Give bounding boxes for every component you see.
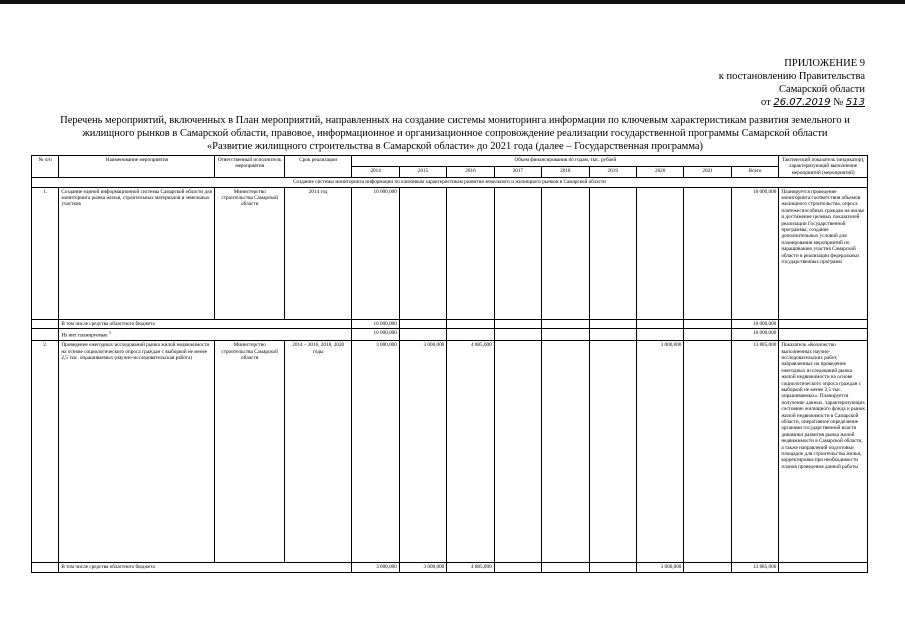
year-header: 2019 xyxy=(589,167,636,178)
budget-label: В том числе средства областного бюджета xyxy=(59,319,352,328)
budget-row xyxy=(32,563,868,572)
budget-label: В том числе средства областного бюджета xyxy=(59,563,352,572)
col-num-header: № п/п xyxy=(32,156,59,178)
total-header: Всего xyxy=(731,167,779,178)
row-number: 1. xyxy=(32,187,59,319)
planned-row xyxy=(32,329,868,341)
row-number: 2. xyxy=(32,341,59,563)
value-2016: 4 885,000 xyxy=(447,341,494,563)
value-total: 10 000,000 xyxy=(731,187,779,319)
appendix-header xyxy=(719,57,865,109)
col-funding-header: Объем финансирования по годам, тыс. рублей xyxy=(352,156,779,167)
appendix-line2: к постановлению Правительства xyxy=(718,71,865,82)
handwritten-date: 26.07.2019 xyxy=(773,97,831,108)
section-title: Создание системы мониторинга информации по ключевым характеристикам развития земельного и жилищного рынков в Самарской области xyxy=(32,178,868,187)
term: 2014 – 2016, 2018, 2020 годы xyxy=(284,341,351,563)
value-2021 xyxy=(684,341,731,563)
col-name-header: Наименование мероприятия xyxy=(59,156,215,178)
value-2017 xyxy=(494,187,541,319)
table-row xyxy=(32,341,868,563)
activity-name: Создание единой информационной системы Самарской области для мониторинга рынка жилья, строительных материалов и земельных участков xyxy=(59,187,215,319)
appendix-date-line xyxy=(719,96,865,109)
value-2020: 3 000,000 xyxy=(636,563,683,572)
title-line3: «Развитие жилищного строительства в Самарской области» до 2021 года (далее – Государственная программа) xyxy=(206,141,704,152)
year-header: 2021 xyxy=(684,167,731,178)
executor: Министерство строительства Самарской области xyxy=(215,187,285,319)
value-total: 10 000,000 xyxy=(731,319,779,328)
handwritten-number: 513 xyxy=(845,97,865,108)
value-2014: 10 000,000 xyxy=(352,187,399,319)
appendix-line1: ПРИЛОЖЕНИЕ 9 xyxy=(784,58,865,69)
value-2015: 3 000,000 xyxy=(399,341,446,563)
year-header: 2015 xyxy=(399,167,446,178)
year-header: 2017 xyxy=(494,167,541,178)
value-2015 xyxy=(399,187,446,319)
col-term-header: Срок реализации xyxy=(284,156,351,178)
value-2021 xyxy=(684,187,731,319)
value-total: 13 885,000 xyxy=(731,563,779,572)
activity-name: Проведение ежегодных исследований рынка жилой недвижимости на основе социологического опроса граждан с выборкой не менее 2,5 тыс. опрашиваемых (научно-исследовательская работа) xyxy=(59,341,215,563)
budget-row xyxy=(32,319,868,328)
value-2015: 3 000,000 xyxy=(399,563,446,572)
value-2016: 4 885,000 xyxy=(447,563,494,572)
value-total: 13 885,000 xyxy=(731,341,779,563)
value-2018 xyxy=(542,187,589,319)
year-header: 2014 xyxy=(352,167,399,178)
value-2020: 3 000,000 xyxy=(636,341,683,563)
executor: Министерство строительства Самарской области xyxy=(215,341,285,563)
value-2017 xyxy=(494,341,541,563)
table-row xyxy=(32,187,868,319)
value-2016 xyxy=(447,187,494,319)
header-row-top xyxy=(32,156,868,167)
value-2014: 10 000,000 xyxy=(352,329,399,341)
activities-table xyxy=(31,155,868,573)
year-header: 2016 xyxy=(447,167,494,178)
term: 2014 год xyxy=(284,187,351,319)
appendix-line3: Самарской области xyxy=(779,84,865,95)
value-2014: 3 000,000 xyxy=(352,563,399,572)
indicator-text: Показатель «Количество выполненных научно-исследовательских работ, направленных на проведение ежегодных исследований рынка жилой недвижимости на основе социологического опроса граждан с выборкой не менее 2,5 тыс. опрашиваемых». Планируется получение данных, характеризующих состояние жилищного фонда и рынок жилой недвижимости в Самарской области, оперативное определение органами государственной власти динамики развития рынка жилой недвижимости в Самарской области, а также направлений подготовки площадок для строительства жилья, корректировка при необходимости планов проведения данной работы xyxy=(779,341,868,563)
col-indicator-header: Тактический показатель (индикатор), характеризующий выполнение мероприятий (мероприятий) xyxy=(779,156,868,178)
year-header: 2018 xyxy=(542,167,589,178)
title-line1: Перечень мероприятий, включенных в План мероприятий, направленных на создание системы мониторинга информации по ключевым характеристикам развития земельного и xyxy=(60,115,850,126)
value-2019 xyxy=(589,341,636,563)
value-total: 10 000,000 xyxy=(731,329,779,341)
footnote-mark: 1 xyxy=(108,330,112,336)
col-exec-header: Ответственный исполнитель мероприятия xyxy=(215,156,285,178)
value-2014: 10 000,000 xyxy=(352,319,399,328)
value-2020 xyxy=(636,187,683,319)
number-sign: № xyxy=(833,97,844,108)
indicator-text: Планируется проведение мониторинга соответствия объемов жилищного строительства, опроса платежеспособных граждан на жилье и достижение целевых показателей реализации Государственной программы; создание дополнительных условий для планирования мероприятий по наращиванию участия Самарской области в реализации федеральных государственных программ xyxy=(779,187,868,319)
scan-top-border xyxy=(0,0,905,4)
title-line2: жилищного рынков в Самарской области, правовое, информационное и организационное сопровождение реализации государственной программы Самарской области xyxy=(82,128,828,139)
value-2014: 3 000,000 xyxy=(352,341,399,563)
value-2019 xyxy=(589,187,636,319)
date-prefix: от xyxy=(761,97,771,108)
section-row xyxy=(32,178,868,187)
value-2018 xyxy=(542,341,589,563)
document-title xyxy=(40,114,870,153)
year-header: 2020 xyxy=(636,167,683,178)
planned-label: Из них планируемые $^1$ xyxy=(59,329,352,341)
